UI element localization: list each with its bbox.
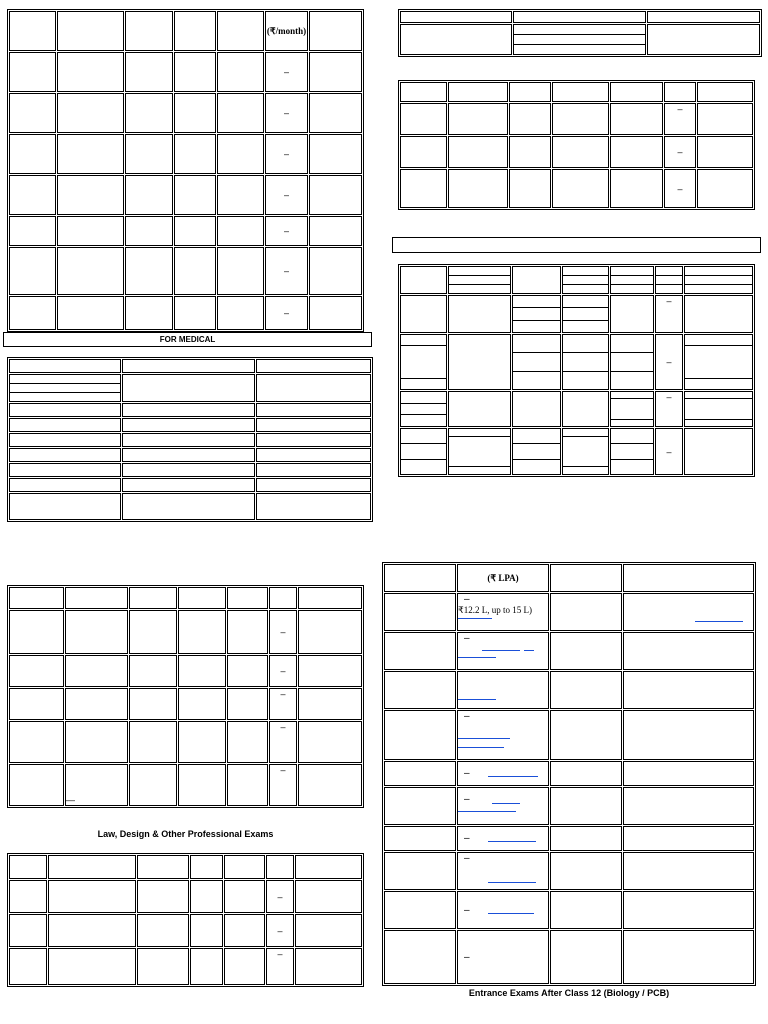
dash-cell: – — [464, 711, 470, 722]
dash-cell: – — [464, 768, 470, 779]
dash-cell: – — [464, 904, 470, 916]
dash-cell: – — [265, 296, 308, 330]
dash-cell: – — [464, 951, 470, 963]
link-underline[interactable] — [492, 803, 520, 804]
dash-cell: – — [655, 428, 683, 475]
dash-cell: – — [265, 93, 308, 133]
medical-caption-bar — [3, 332, 372, 347]
dash-cell: – — [655, 391, 683, 427]
dash-cell: – — [464, 853, 470, 864]
dash-cell: – — [664, 136, 696, 168]
right-table-2 — [398, 80, 755, 210]
dash-cell: — — [65, 764, 128, 806]
link-underline[interactable] — [458, 657, 496, 658]
link-underline[interactable] — [488, 882, 536, 883]
dash-cell: – — [269, 764, 297, 806]
dash-cell: – — [265, 134, 308, 174]
dash-cell: – — [464, 594, 470, 605]
link-underline[interactable] — [482, 650, 520, 651]
dash-cell: – — [464, 794, 470, 805]
dash-cell: – — [269, 688, 297, 720]
link-underline[interactable] — [488, 841, 536, 842]
dash-cell: – — [664, 169, 696, 208]
dash-cell: – — [266, 914, 294, 947]
dash-cell: – — [265, 247, 308, 295]
medical-table — [7, 357, 373, 522]
stipend-unit-header: (₹/month) — [265, 11, 308, 51]
dash-cell: – — [464, 633, 470, 644]
dash-cell: – — [269, 721, 297, 763]
salary-lpa-header: (₹ LPA) — [457, 564, 549, 592]
link-underline[interactable] — [524, 650, 534, 651]
dash-cell: – — [655, 295, 683, 333]
salary-range-text: ₹12.2 L, up to 15 L) — [458, 605, 532, 615]
salary-table — [382, 562, 756, 986]
dash-cell: – — [266, 880, 294, 913]
link-underline[interactable] — [458, 811, 516, 812]
link-underline[interactable] — [488, 913, 534, 914]
dash-cell: – — [655, 334, 683, 390]
dash-cell: – — [265, 216, 308, 246]
law-caption: Law, Design & Other Professional Exams — [97, 829, 274, 839]
link-underline[interactable] — [488, 776, 538, 777]
right-caption-bar — [392, 237, 761, 253]
right-table-3 — [398, 264, 755, 477]
dash-cell: – — [265, 175, 308, 215]
dash-cell: – — [265, 52, 308, 92]
medical-caption: FOR MEDICAL — [159, 335, 216, 344]
link-underline[interactable] — [695, 621, 743, 622]
dash-cell: – — [664, 103, 696, 135]
link-underline[interactable] — [458, 738, 510, 739]
law-table — [7, 853, 364, 987]
dash-cell: – — [269, 610, 297, 654]
link-underline[interactable] — [458, 699, 496, 700]
dash-cell: – — [269, 655, 297, 687]
right-table-1 — [398, 9, 762, 57]
biology-caption: Entrance Exams After Class 12 (Biology / PCB) — [468, 988, 670, 998]
bottom-left-table — [7, 585, 364, 808]
link-underline[interactable] — [458, 747, 504, 748]
dash-cell: – — [464, 833, 470, 844]
top-left-table — [7, 9, 364, 332]
link-underline[interactable] — [458, 618, 492, 619]
dash-cell: – — [266, 948, 294, 985]
